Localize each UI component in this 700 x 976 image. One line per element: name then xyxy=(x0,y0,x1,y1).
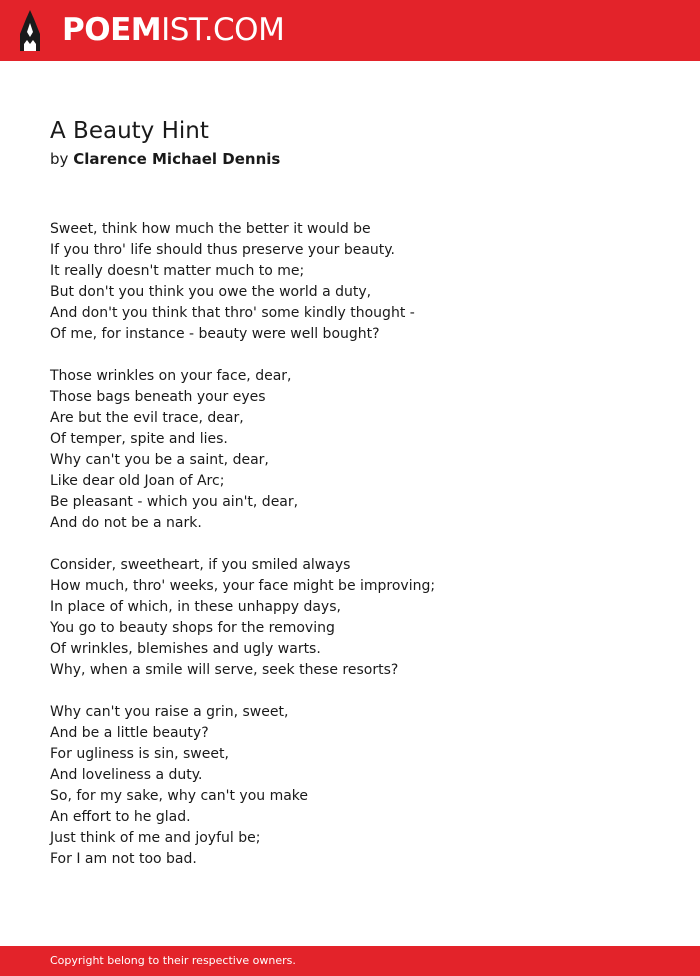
poem-line: And don't you think that thro' some kindly thought - xyxy=(50,305,415,321)
poem-stanza xyxy=(50,702,650,870)
poem-line: Of temper, spite and lies. xyxy=(50,431,228,447)
poem-line: Those bags beneath your eyes xyxy=(50,389,266,405)
poem-line: You go to beauty shops for the removing xyxy=(50,620,335,636)
byline-prefix: by xyxy=(50,150,69,168)
poem-line: And be a little beauty? xyxy=(50,725,209,741)
site-logo[interactable] xyxy=(62,13,284,47)
poem-stanza xyxy=(50,366,650,534)
site-footer xyxy=(0,946,700,976)
poem-byline xyxy=(50,149,280,169)
poem-line: And loveliness a duty. xyxy=(50,767,203,783)
poem-line: Just think of me and joyful be; xyxy=(50,830,261,846)
logo-brand-light: IST.COM xyxy=(161,12,285,48)
poem-stanza xyxy=(50,555,650,681)
poem-line: In place of which, in these unhappy days, xyxy=(50,599,341,615)
site-header xyxy=(0,0,700,61)
poem-line: So, for my sake, why can't you make xyxy=(50,788,309,804)
logo-brand-bold: POEM xyxy=(62,12,162,48)
poem-line: Why, when a smile will serve, seek these resorts? xyxy=(50,662,399,678)
poem-line: For ugliness is sin, sweet, xyxy=(50,746,229,762)
poem-line: Like dear old Joan of Arc; xyxy=(50,473,225,489)
poem-line: If you thro' life should thus preserve your beauty. xyxy=(50,242,396,258)
pencil-tip-icon xyxy=(18,10,42,51)
poem-title: A Beauty Hint xyxy=(50,118,209,144)
poem-line: Of me, for instance - beauty were well bought? xyxy=(50,326,380,342)
poem-line: But don't you think you owe the world a duty, xyxy=(50,284,372,300)
poem-line: It really doesn't matter much to me; xyxy=(50,263,305,279)
author-name: Clarence Michael Dennis xyxy=(73,150,281,168)
poem-line: Be pleasant - which you ain't, dear, xyxy=(50,494,299,510)
poem-line: Consider, sweetheart, if you smiled always xyxy=(50,557,351,573)
poem-line: An effort to he glad. xyxy=(50,809,191,825)
poem-line: Are but the evil trace, dear, xyxy=(50,410,244,426)
poem-line: Why can't you be a saint, dear, xyxy=(50,452,269,468)
poem-stanza xyxy=(50,219,650,345)
poem-line: For I am not too bad. xyxy=(50,851,197,867)
poem-line: Those wrinkles on your face, dear, xyxy=(50,368,292,384)
poem-line: And do not be a nark. xyxy=(50,515,202,531)
poem-line: Why can't you raise a grin, sweet, xyxy=(50,704,289,720)
poem-body xyxy=(50,219,650,891)
poem-line: Sweet, think how much the better it would be xyxy=(50,221,371,237)
poem-line: Of wrinkles, blemishes and ugly warts. xyxy=(50,641,321,657)
copyright-notice: Copyright belong to their respective owners. xyxy=(50,954,296,967)
poem-line: How much, thro' weeks, your face might be improving; xyxy=(50,578,436,594)
